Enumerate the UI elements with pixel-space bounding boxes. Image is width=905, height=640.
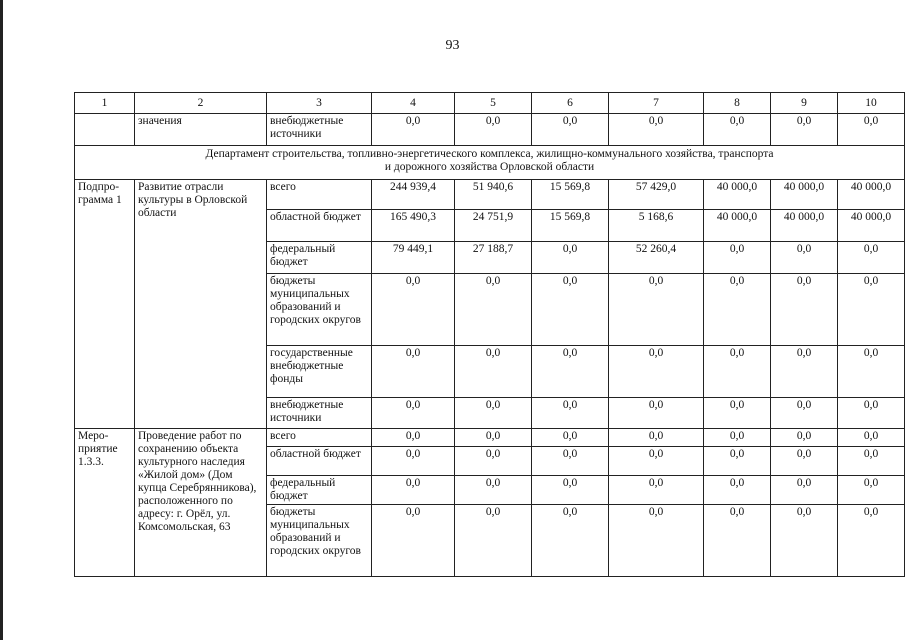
value-cell: 27 188,7 <box>455 242 532 274</box>
source-cell: внебюджетные источники <box>267 114 372 146</box>
value-cell: 0,0 <box>704 476 771 505</box>
value-cell: 0,0 <box>609 274 704 346</box>
value-cell: 0,0 <box>609 346 704 398</box>
value-cell: 79 449,1 <box>372 242 455 274</box>
value-cell: 0,0 <box>704 346 771 398</box>
value-cell: 0,0 <box>771 346 838 398</box>
header-cell: 1 <box>75 93 135 114</box>
source-cell: федеральный бюджет <box>267 242 372 274</box>
value-cell: 0,0 <box>609 114 704 146</box>
value-cell: 0,0 <box>532 505 609 577</box>
department-line: и дорожного хозяйства Орловской области <box>384 161 595 173</box>
value-cell: 0,0 <box>771 274 838 346</box>
source-cell: областной бюджет <box>267 447 372 476</box>
department-cell <box>75 146 905 180</box>
value-cell: 40 000,0 <box>771 210 838 242</box>
value-cell: 0,0 <box>532 447 609 476</box>
value-cell: 0,0 <box>838 429 905 447</box>
value-cell: 0,0 <box>771 476 838 505</box>
value-cell: 0,0 <box>838 447 905 476</box>
value-cell: 0,0 <box>704 242 771 274</box>
header-cell: 7 <box>609 93 704 114</box>
value-cell: 0,0 <box>455 505 532 577</box>
value-cell: 0,0 <box>609 429 704 447</box>
value-cell: 57 429,0 <box>609 180 704 210</box>
value-cell: 0,0 <box>771 505 838 577</box>
table-row <box>75 429 905 447</box>
value-cell: 0,0 <box>372 429 455 447</box>
budget-table <box>74 92 905 577</box>
value-cell: 0,0 <box>455 398 532 429</box>
header-cell: 5 <box>455 93 532 114</box>
value-cell: 0,0 <box>704 505 771 577</box>
header-cell: 10 <box>838 93 905 114</box>
page-edge <box>0 0 3 640</box>
value-cell: 0,0 <box>838 242 905 274</box>
table-row <box>75 114 905 146</box>
value-cell: 0,0 <box>372 114 455 146</box>
value-cell: 0,0 <box>838 274 905 346</box>
value-cell: 5 168,6 <box>609 210 704 242</box>
value-cell: 0,0 <box>771 398 838 429</box>
source-cell: государственные внебюджетные фонды <box>267 346 372 398</box>
value-cell: 0,0 <box>838 398 905 429</box>
value-cell: 0,0 <box>455 346 532 398</box>
value-cell: 0,0 <box>455 429 532 447</box>
table-body <box>75 93 905 577</box>
value-cell: 0,0 <box>838 476 905 505</box>
source-cell: областной бюджет <box>267 210 372 242</box>
source-cell: внебюджетные источники <box>267 398 372 429</box>
measure-label-cell: Меро-приятие 1.3.3. <box>75 429 135 577</box>
value-cell: 0,0 <box>838 114 905 146</box>
value-cell: 0,0 <box>532 476 609 505</box>
measure-name-cell: Проведение работ по сохранению объекта культурного наследия «Жилой дом» (Дом купца Серебрянникова), расположенного по адресу: г. Орёл, ул. Комсомольская, 63 <box>135 429 267 577</box>
value-cell: 0,0 <box>704 447 771 476</box>
value-cell: 165 490,3 <box>372 210 455 242</box>
value-cell: 0,0 <box>532 242 609 274</box>
value-cell: 0,0 <box>372 398 455 429</box>
value-cell: 0,0 <box>455 447 532 476</box>
value-cell: 0,0 <box>455 476 532 505</box>
subprogram-name-cell: Развитие отрасли культуры в Орловской области <box>135 180 267 429</box>
value-cell: 0,0 <box>532 398 609 429</box>
value-cell: 0,0 <box>372 447 455 476</box>
value-cell: 0,0 <box>771 242 838 274</box>
department-line: Департамент строительства, топливно-энергетического комплекса, жилищно-коммунального хозяйства, транспорта <box>205 148 774 160</box>
value-cell: 0,0 <box>532 114 609 146</box>
header-cell: 6 <box>532 93 609 114</box>
source-cell: всего <box>267 429 372 447</box>
value-cell: 0,0 <box>609 505 704 577</box>
value-cell: 0,0 <box>704 429 771 447</box>
value-cell: 40 000,0 <box>771 180 838 210</box>
value-cell: 0,0 <box>455 274 532 346</box>
value-cell: 15 569,8 <box>532 210 609 242</box>
value-cell: 0,0 <box>771 429 838 447</box>
header-cell: 4 <box>372 93 455 114</box>
source-cell: всего <box>267 180 372 210</box>
group-label-cell <box>75 114 135 146</box>
value-cell: 0,0 <box>532 346 609 398</box>
page-number: 93 <box>445 38 460 53</box>
value-cell: 0,0 <box>771 114 838 146</box>
value-cell: 0,0 <box>609 398 704 429</box>
source-cell: бюджеты муниципальных образований и городских округов <box>267 505 372 577</box>
value-cell: 0,0 <box>532 274 609 346</box>
value-cell: 40 000,0 <box>704 180 771 210</box>
subprogram-label-cell: Подпро-грамма 1 <box>75 180 135 429</box>
value-cell: 51 940,6 <box>455 180 532 210</box>
table-row <box>75 180 905 210</box>
value-cell: 0,0 <box>372 505 455 577</box>
header-cell: 8 <box>704 93 771 114</box>
value-cell: 0,0 <box>372 274 455 346</box>
header-cell: 9 <box>771 93 838 114</box>
value-cell: 40 000,0 <box>838 180 905 210</box>
value-cell: 0,0 <box>771 447 838 476</box>
header-cell: 3 <box>267 93 372 114</box>
value-cell: 244 939,4 <box>372 180 455 210</box>
value-cell: 0,0 <box>532 429 609 447</box>
value-cell: 0,0 <box>455 114 532 146</box>
department-row <box>75 146 905 180</box>
value-cell: 40 000,0 <box>704 210 771 242</box>
value-cell: 0,0 <box>838 505 905 577</box>
header-row <box>75 93 905 114</box>
value-cell: 0,0 <box>372 476 455 505</box>
header-cell: 2 <box>135 93 267 114</box>
value-cell: 40 000,0 <box>838 210 905 242</box>
value-cell: 0,0 <box>704 274 771 346</box>
value-cell: 0,0 <box>704 398 771 429</box>
value-cell: 24 751,9 <box>455 210 532 242</box>
value-cell: 15 569,8 <box>532 180 609 210</box>
value-cell: 0,0 <box>838 346 905 398</box>
value-cell: 0,0 <box>372 346 455 398</box>
source-cell: бюджеты муниципальных образований и городских округов <box>267 274 372 346</box>
value-cell: 0,0 <box>609 476 704 505</box>
name-cell: значения <box>135 114 267 146</box>
source-cell: федеральный бюджет <box>267 476 372 505</box>
value-cell: 0,0 <box>704 114 771 146</box>
value-cell: 52 260,4 <box>609 242 704 274</box>
value-cell: 0,0 <box>609 447 704 476</box>
